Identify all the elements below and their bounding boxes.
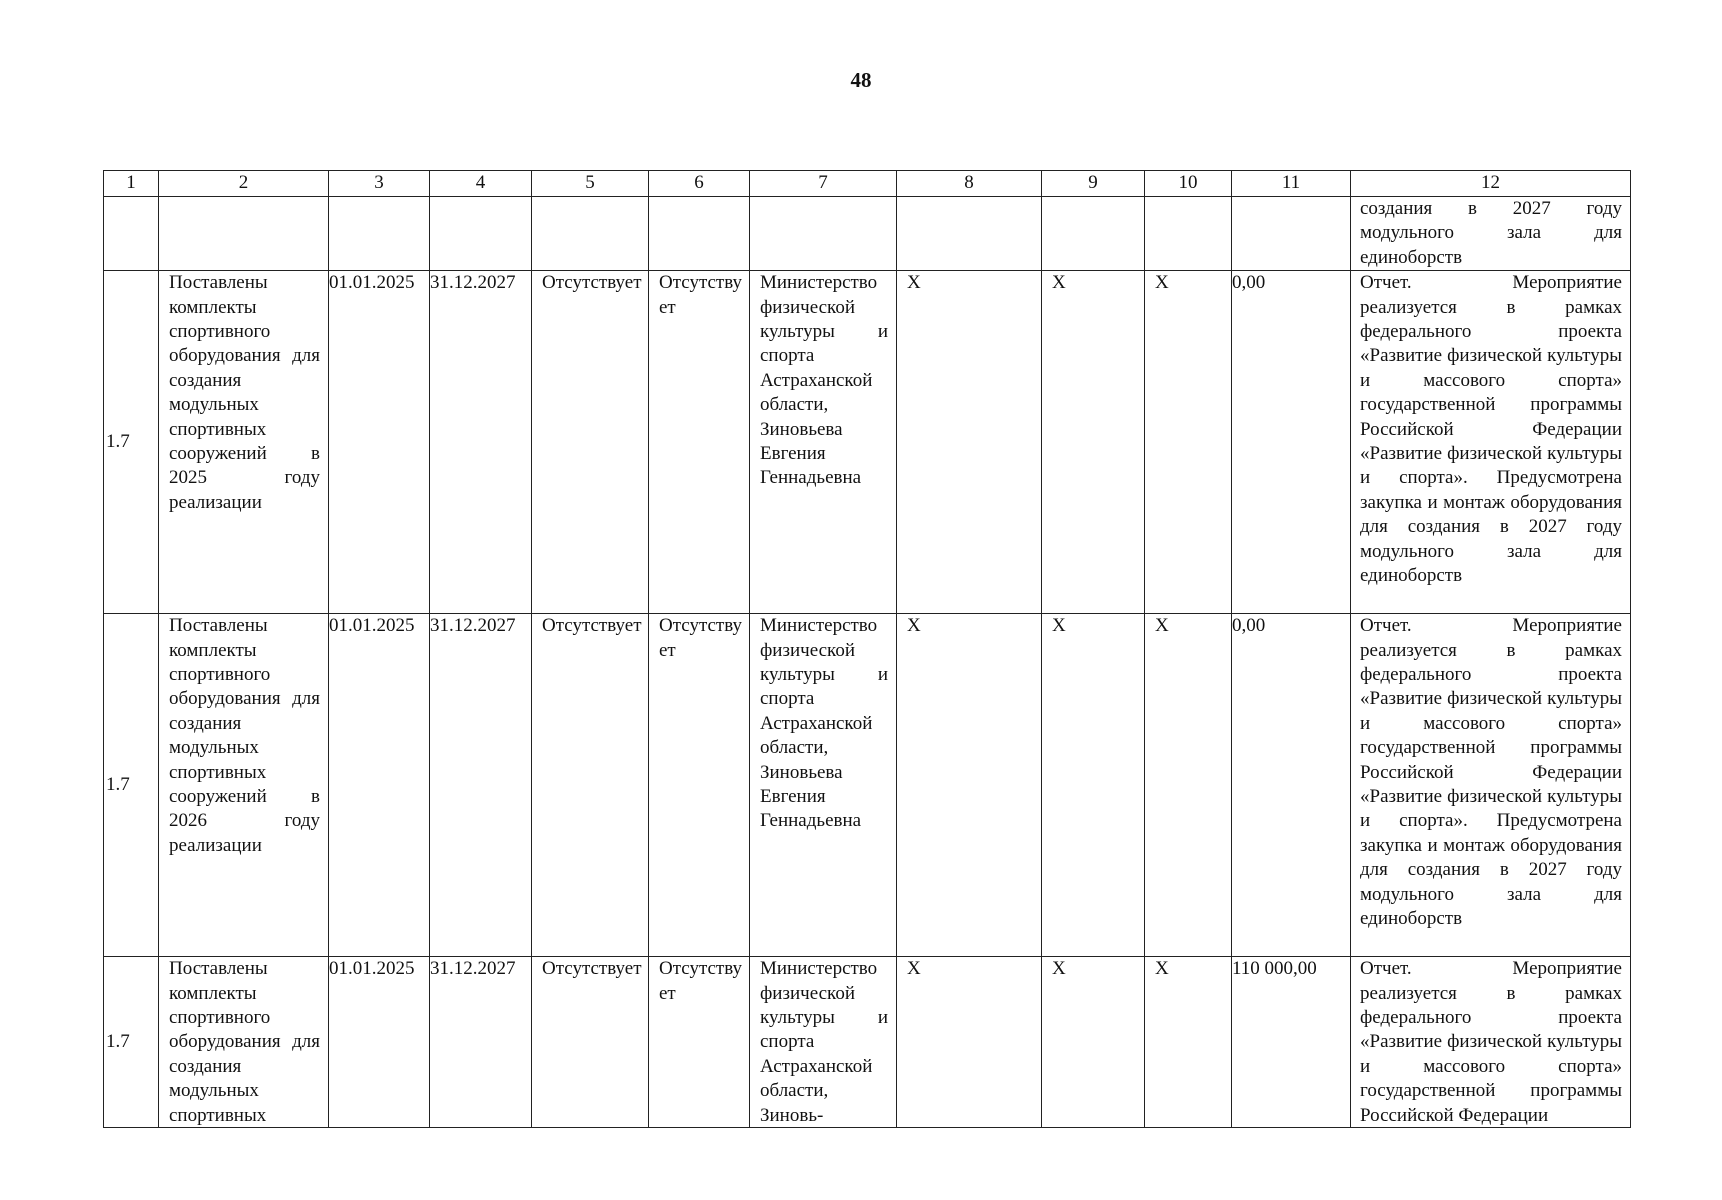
col9-cell: X: [1042, 614, 1145, 957]
table-cell: [750, 197, 897, 271]
result-text: Поставлены комплекты спортивного оборудования для создания модульных спортивных: [169, 958, 320, 1126]
note-cell: Отчет. Мероприятие реализуется в рамках федерального проекта «Развитие физической культуры и массового спорта» государственной программы Российской Федерации «Развитие физической культуры и спорта». Предусмотрена закупка и монтаж оборудования для создания в 2027 году модульного зала для единоборств: [1351, 614, 1631, 957]
col6-cell: Отсутствует: [649, 271, 750, 614]
column-header: 9: [1042, 171, 1145, 197]
start-date: 01.01.2025: [329, 271, 430, 614]
amount-cell: 0,00: [1232, 614, 1351, 957]
result-cell: Поставлены комплекты спортивного оборудования для создания модульных спортивных сооружений в 2026 году реализации: [159, 614, 329, 957]
col8-cell: X: [897, 614, 1042, 957]
table-row: [104, 957, 1631, 1128]
column-header: 2: [159, 171, 329, 197]
note-cell: [1351, 957, 1631, 1128]
col5-cell: Отсутствует: [532, 614, 649, 957]
amount-cell: 0,00: [1232, 271, 1351, 614]
table-cell: [532, 197, 649, 271]
responsible-cell: Министерство физической культуры и спорта Астраханской области, Зиновьева Евгения Геннадьевна: [750, 271, 897, 614]
table-cell: [430, 197, 532, 271]
column-header: 12: [1351, 171, 1631, 197]
table-row: [104, 271, 1631, 614]
row-number: 1.7: [104, 271, 159, 614]
column-header: 1: [104, 171, 159, 197]
row-number: 1.7: [104, 957, 159, 1128]
note-cell: создания в 2027 году модульного зала для единоборств: [1351, 197, 1631, 271]
col10-cell: X: [1145, 271, 1232, 614]
column-number-row: [104, 171, 1631, 197]
col6-cell: Отсутствует: [649, 614, 750, 957]
program-table-grid: [103, 170, 1631, 1128]
table-cell: [1232, 197, 1351, 271]
program-table: [103, 170, 1630, 1128]
continuation-row: [104, 197, 1631, 271]
table-cell: [649, 197, 750, 271]
col9-cell: X: [1042, 271, 1145, 614]
col6-cell: Отсутствует: [649, 957, 750, 1128]
column-header: 10: [1145, 171, 1232, 197]
column-header: 11: [1232, 171, 1351, 197]
responsible-text: Министерство физической культуры и спорта Астраханской области, Зиновь-: [760, 958, 888, 1126]
end-date: 31.12.2027: [430, 957, 532, 1128]
amount-cell: 110 000,00: [1232, 957, 1351, 1128]
col8-cell: X: [897, 957, 1042, 1128]
start-date: 01.01.2025: [329, 957, 430, 1128]
note-text: Отчет. Мероприятие реализуется в рамках федерального проекта «Развитие физической культуры и массового спорта» государственной программы Российской Федерации: [1360, 958, 1622, 1126]
end-date: 31.12.2027: [430, 614, 532, 957]
table-cell: [897, 197, 1042, 271]
column-header: 6: [649, 171, 750, 197]
result-cell: Поставлены комплекты спортивного оборудования для создания модульных спортивных сооружений в 2025 году реализации: [159, 271, 329, 614]
end-date: 31.12.2027: [430, 271, 532, 614]
column-header: 8: [897, 171, 1042, 197]
col5-cell: Отсутствует: [532, 957, 649, 1128]
table-cell: [329, 197, 430, 271]
col5-cell: Отсутствует: [532, 271, 649, 614]
column-header: 7: [750, 171, 897, 197]
row-number: 1.7: [104, 614, 159, 957]
table-cell: [104, 197, 159, 271]
table-cell: [1042, 197, 1145, 271]
table-row: [104, 614, 1631, 957]
responsible-cell: Министерство физической культуры и спорта Астраханской области, Зиновьева Евгения Геннадьевна: [750, 614, 897, 957]
column-header: 5: [532, 171, 649, 197]
col9-cell: X: [1042, 957, 1145, 1128]
col8-cell: X: [897, 271, 1042, 614]
table-cell: [1145, 197, 1232, 271]
table-cell: [159, 197, 329, 271]
column-header: 4: [430, 171, 532, 197]
col10-cell: X: [1145, 614, 1232, 957]
note-cell: Отчет. Мероприятие реализуется в рамках федерального проекта «Развитие физической культуры и массового спорта» государственной программы Российской Федерации «Развитие физической культуры и спорта». Предусмотрена закупка и монтаж оборудования для создания в 2027 году модульного зала для единоборств: [1351, 271, 1631, 614]
page-number: 48: [850, 68, 872, 92]
col10-cell: X: [1145, 957, 1232, 1128]
column-header: 3: [329, 171, 430, 197]
result-cell: [159, 957, 329, 1128]
responsible-cell: [750, 957, 897, 1128]
start-date: 01.01.2025: [329, 614, 430, 957]
